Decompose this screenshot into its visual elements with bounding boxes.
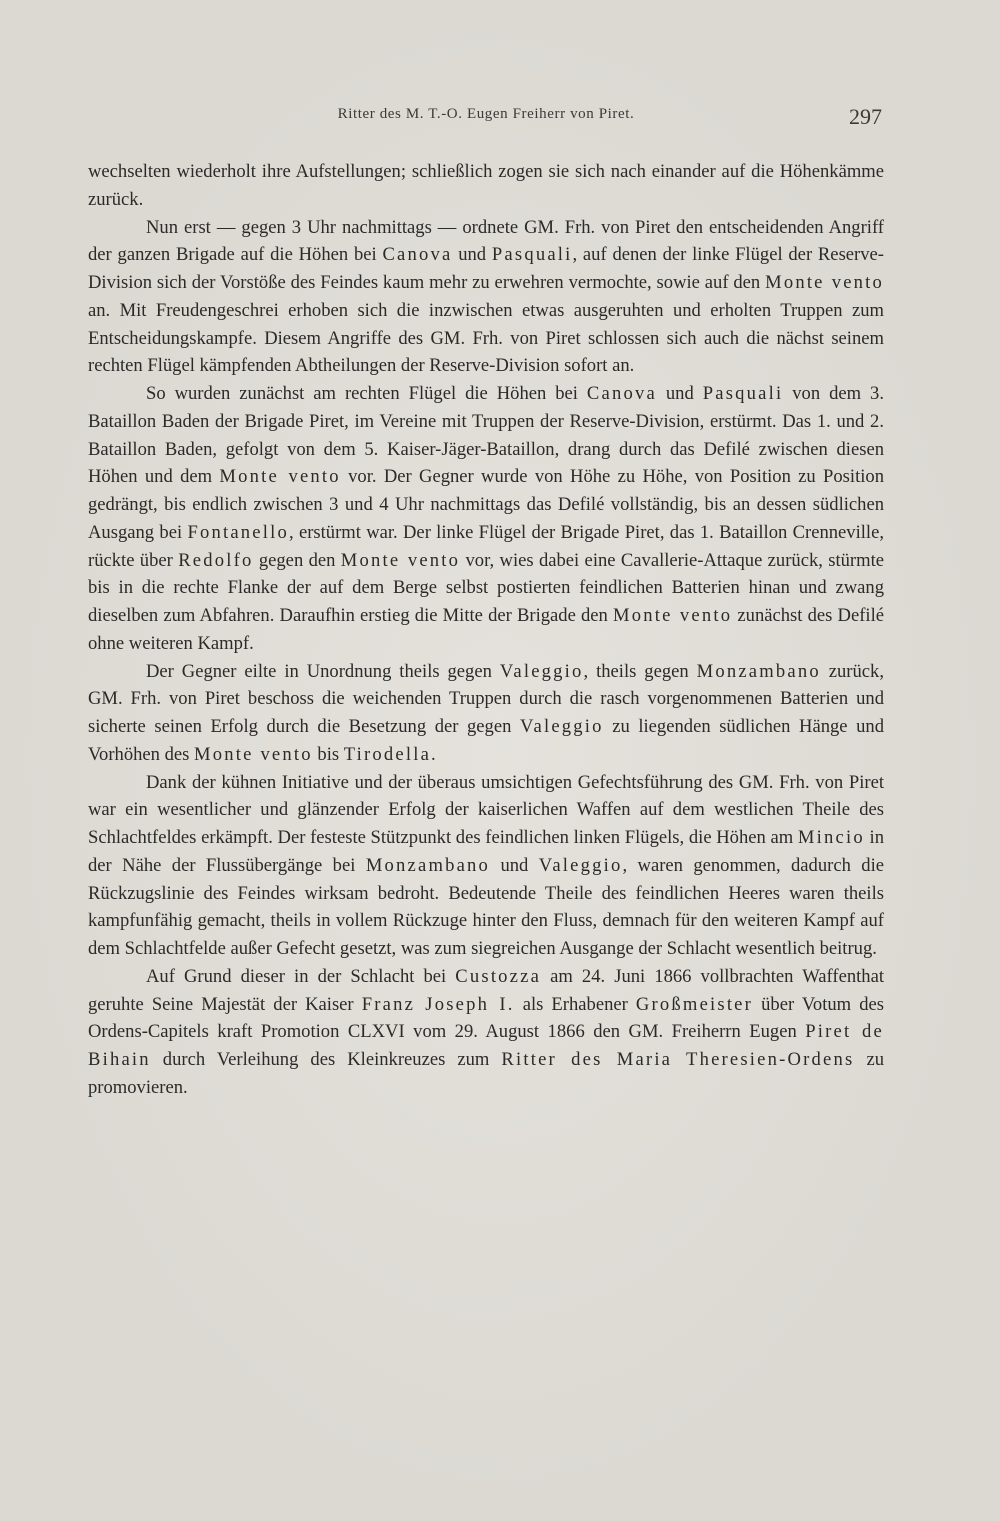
- spaced-text: Großmeister: [635, 993, 754, 1015]
- spaced-text: Franz Joseph I.: [361, 993, 515, 1015]
- text-run: gegen den: [253, 549, 341, 571]
- spaced-text: Monte vento: [219, 466, 341, 488]
- paragraph: [88, 769, 884, 963]
- spaced-text: Monte vento: [765, 272, 885, 293]
- paragraph: [88, 380, 884, 658]
- text-run: zu promovieren.: [88, 1049, 884, 1098]
- text-run: zurück, GM. Frh. von Piret beschoss die weichenden Truppen durch die rasch vorgenommenen Batterien und sicherte seinen Erfolg durch die Besetzung der gegen: [88, 660, 884, 737]
- spaced-text: Fontanello: [187, 521, 289, 543]
- text-run: , auf denen der linke Flügel der Reserve-Division sich der Vorstöße des Feindes kaum mehr zu erwehren vermochte, sowie auf den: [88, 244, 884, 293]
- text-run: und: [452, 244, 492, 266]
- text-run: , erstürmt war. Der linke Flügel der Brigade Piret, das 1. Bataillon Crenneville, rückte über: [88, 521, 884, 571]
- text-run: , waren genommen, dadurch die Rückzugslinie des Feindes wirksam bedroht. Bedeutende Theile des feindlichen Heeres waren theils kampfunfähig gemacht, theils in vollem Rückzuge hinter den Fluss, demnach für den weiteren Kampf auf dem Schlachtfelde außer Gefecht gesetzt, was zum siegreichen Ausgange der Schlacht wesentlich beitrug.: [88, 854, 885, 959]
- spaced-text: Pasquali: [491, 244, 573, 266]
- text-run: durch Verleihung des Kleinkreuzes zum: [150, 1049, 502, 1070]
- text-run: Auf Grund dieser in der Schlacht bei: [146, 965, 456, 987]
- spaced-text: Monte vento: [194, 743, 313, 765]
- text-run: Nun erst — gegen 3 Uhr nachmittags — ordnete GM. Frh. von Piret den entscheidenden Angriff der ganzen Brigade auf die Höhen bei: [88, 216, 884, 266]
- text-run: vor, wies dabei eine Cavallerie-Attaque zurück, stürmte bis in die rechte Flanke der auf dem Berge selbst postierten feindlichen Batterien hinan und zwang dieselben zum Abfahren. Daraufhin erstieg die Mitte der Brigade den: [88, 549, 885, 626]
- text-run: wechselten wiederholt ihre Aufstellungen; schließlich zogen sie sich nach einander auf die Höhenkämme zurück.: [88, 161, 884, 210]
- spaced-text: Monte vento: [340, 549, 461, 571]
- text-run: und: [490, 854, 539, 876]
- text-run: in der Nähe der Flussübergänge bei: [88, 827, 884, 876]
- text-run: zu liegenden südlichen Hänge und Vorhöhen des: [88, 716, 884, 765]
- spaced-text: Custozza: [455, 965, 542, 987]
- spaced-text: Canova: [586, 383, 657, 404]
- text-run: So wurden zunächst am rechten Flügel die Höhen bei: [146, 383, 587, 404]
- text-run: an. Mit Freudengeschrei erhoben sich die inzwischen etwas ausgeruhten und erholten Truppen zum Entscheidungskampfe. Diesem Angriffe des GM. Frh. von Piret schlossen sich auch die nächst seinem rechten Flügel kämpfenden Abtheilungen der Reserve-Division sofort an.: [88, 299, 884, 377]
- text-run: über Votum des Ordens-Capitels kraft Promotion CLXVI vom 29. August 1866 den GM. Freiherrn Eugen: [88, 993, 884, 1043]
- spaced-text: Monte vento: [613, 605, 733, 626]
- text-run: .: [431, 743, 436, 765]
- paragraph: [88, 963, 884, 1102]
- text-run: und: [656, 383, 703, 404]
- text-run: Der Gegner eilte in Unordnung theils gegen: [146, 660, 500, 682]
- spaced-text: Monzambano: [365, 854, 491, 876]
- body-text: [88, 158, 884, 1102]
- spaced-text: Valeggio: [499, 660, 584, 682]
- spaced-text: Redolfo: [178, 549, 254, 571]
- text-run: von dem 3. Bataillon Baden der Brigade Piret, im Vereine mit Truppen der Reserve-Division, erstürmt. Das 1. und 2. Bataillon Baden, gefolgt von dem 5. Kaiser-Jäger-Bataillon, drang durch das Defilé zwischen diesen Höhen und dem: [88, 383, 884, 488]
- spaced-text: Ritter des Maria Theresien-Ordens: [501, 1049, 855, 1070]
- page-header: [90, 104, 882, 128]
- paragraph: [88, 158, 884, 214]
- spaced-text: Pasquali: [702, 383, 784, 404]
- text-run: Dank der kühnen Initiative und der überaus umsichtigen Gefechtsführung des GM. Frh. von Piret war ein wesentlicher und glänzender Erfolg der kaiserlichen Waffen auf dem westlichen Theile des Schlachtfeldes erkämpft. Der festeste Stützpunkt des feindlichen linken Flügels, die Höhen am: [88, 771, 884, 848]
- paragraph: [88, 214, 884, 381]
- spaced-text: Canova: [382, 244, 453, 266]
- spaced-text: Tirodella: [343, 743, 432, 765]
- text-run: am 24. Juni 1866 vollbrachten Waffenthat geruhte Seine Majestät der Kaiser: [88, 965, 885, 1015]
- spaced-text: Piret de Bihain: [88, 1021, 884, 1070]
- text-run: als Erhabener: [514, 993, 636, 1015]
- text-run: vor. Der Gegner wurde von Höhe zu Höhe, von Position zu Position gedrängt, bis endlich zwischen 3 und 4 Uhr nachmittags das Defilé vollständig, bis an dessen südlichen Ausgang bei: [88, 466, 885, 543]
- spaced-text: Valeggio: [538, 854, 623, 876]
- page-number: 297: [849, 104, 882, 129]
- running-head: Ritter des M. T.-O. Eugen Freiherr von Piret.: [337, 106, 635, 122]
- spaced-text: Mincio: [797, 827, 865, 848]
- spaced-text: Monzambano: [696, 660, 821, 682]
- text-run: zunächst des Defilé ohne weiteren Kampf.: [88, 605, 884, 654]
- paragraph: [88, 658, 884, 769]
- text-run: , theils gegen: [583, 660, 697, 682]
- text-run: bis: [312, 743, 344, 765]
- spaced-text: Valeggio: [519, 716, 604, 737]
